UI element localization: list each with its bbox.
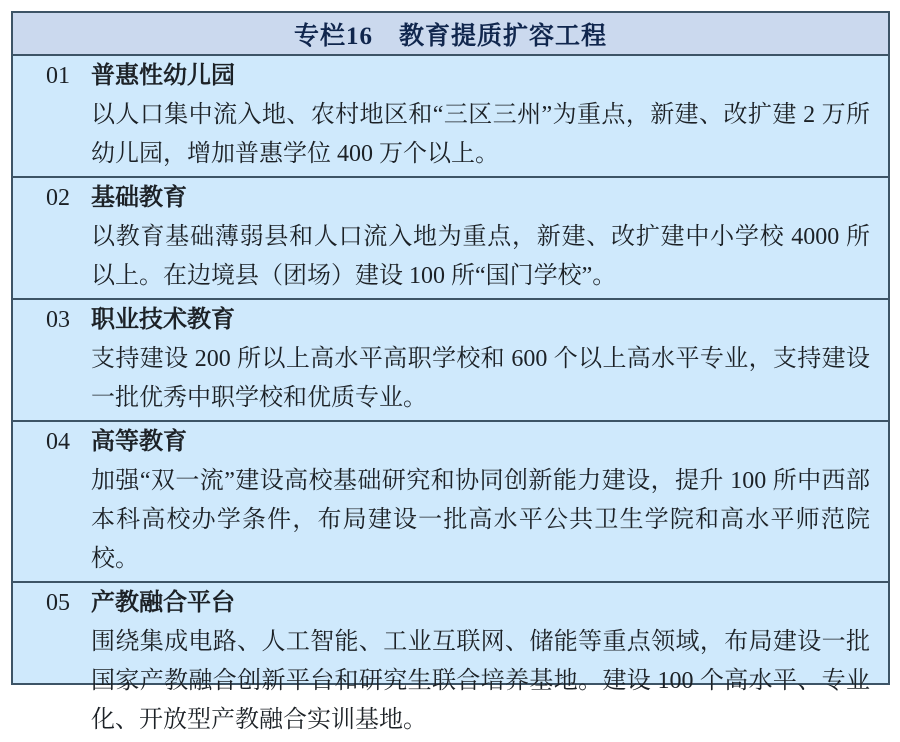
item-header xyxy=(46,423,870,462)
item-header xyxy=(46,584,870,623)
item-header xyxy=(46,179,870,218)
item-title: 基础教育 xyxy=(91,185,187,211)
item-title: 职业技术教育 xyxy=(91,307,235,333)
panel-title-text: 教育提质扩容工程 xyxy=(399,22,608,50)
item-body: 支持建设 200 所以上高水平高职学校和 600 个以上高水平专业，支持建设一批优秀中职学校和优质专业。 xyxy=(91,346,870,411)
item-body: 围绕集成电路、人工智能、工业互联网、储能等重点领域，布局建设一批国家产教融合创新平台和研究生联合培养基地。建设 100 个高水平、专业化、开放型产教融合实训基地。 xyxy=(91,629,870,733)
item-body: 加强“双一流”建设高校基础研究和协同创新能力建设，提升 100 所中西部本科高校办学条件，布局建设一批高水平公共卫生学院和高水平师范院校。 xyxy=(91,468,870,572)
callout-box xyxy=(11,11,890,733)
item-header xyxy=(46,301,870,340)
item-header xyxy=(46,57,870,96)
item-number: 03 xyxy=(46,307,70,333)
item-number: 04 xyxy=(46,429,70,455)
list-item xyxy=(13,300,888,422)
item-title: 产教融合平台 xyxy=(91,590,235,616)
list-item xyxy=(13,422,888,583)
list-item xyxy=(13,56,888,178)
panel-title xyxy=(13,13,888,56)
item-body: 以人口集中流入地、农村地区和“三区三州”为重点，新建、改扩建 2 万所幼儿园，增加普惠学位 400 万个以上。 xyxy=(91,102,870,167)
item-title: 普惠性幼儿园 xyxy=(91,63,235,89)
panel-title-label: 专栏16 xyxy=(293,22,373,50)
item-number: 02 xyxy=(46,185,70,211)
list-item xyxy=(13,178,888,300)
item-title: 高等教育 xyxy=(91,429,187,455)
item-number: 05 xyxy=(46,590,70,616)
list-item xyxy=(13,583,888,742)
item-body: 以教育基础薄弱县和人口流入地为重点，新建、改扩建中小学校 4000 所以上。在边境县（团场）建设 100 所“国门学校”。 xyxy=(91,224,870,289)
item-number: 01 xyxy=(46,63,70,89)
